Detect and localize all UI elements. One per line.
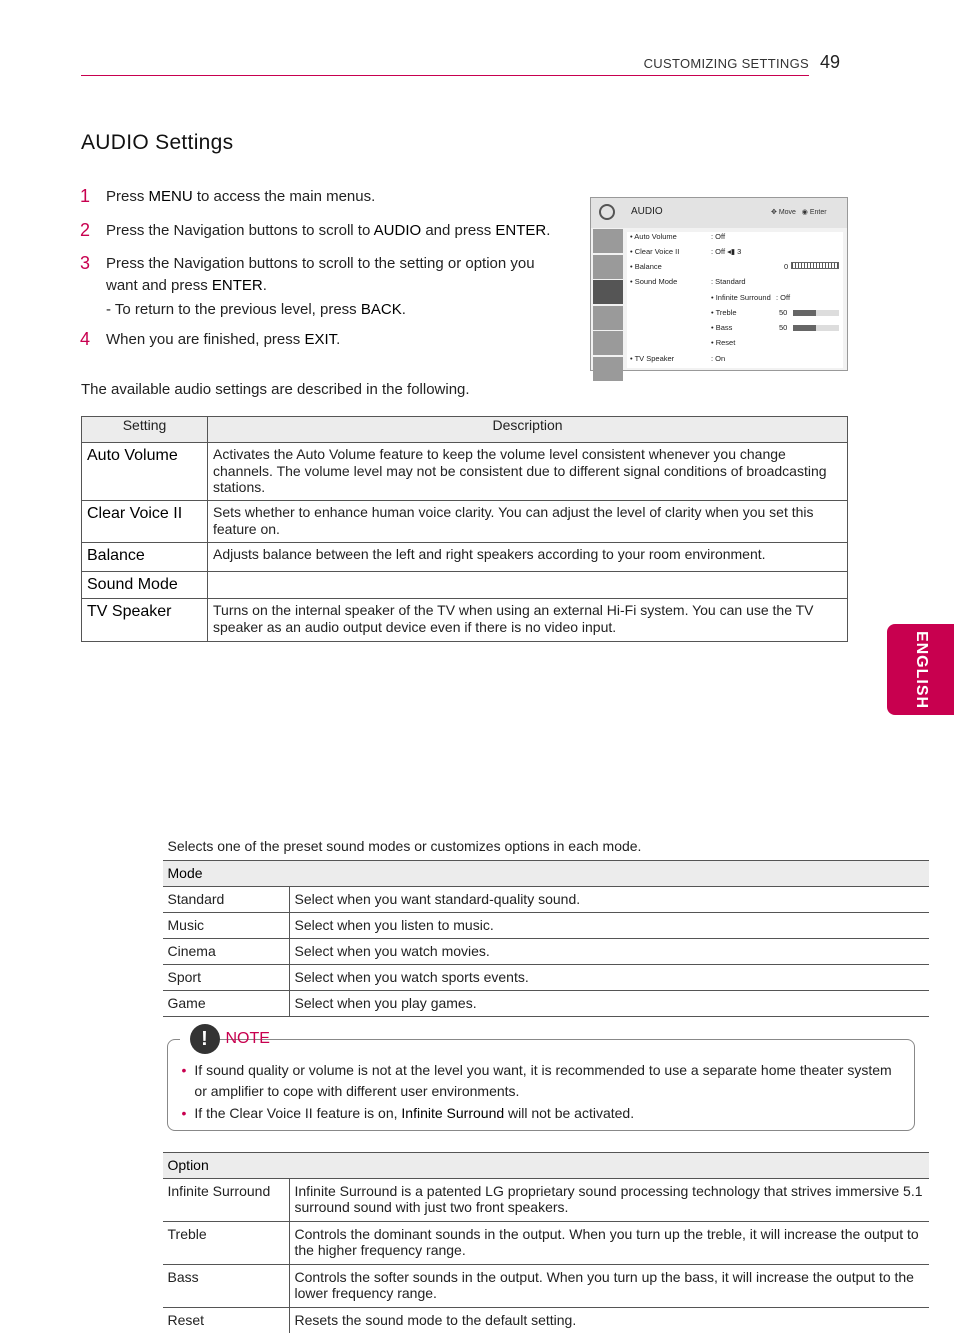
mode-subheader: Mode <box>163 860 929 886</box>
move-icon: ✥ <box>771 209 777 216</box>
table-row <box>82 572 848 599</box>
setting-description: Turns on the internal speaker of the TV when using an external Hi-Fi system. You can use the TV speaker as an audio output device even if there is no video input. <box>208 599 848 642</box>
note-item: • If the Clear Voice II feature is on, Infinite Surround will not be activated. <box>182 1103 904 1125</box>
setting-name: Auto Volume <box>82 443 208 501</box>
step-number: 2 <box>80 220 91 240</box>
table-row <box>82 443 848 501</box>
option-description: Infinite Surround is a patented LG proprietary sound processing technology that strives immersive 5.1 surround sound with just two front speakers. <box>289 1178 929 1221</box>
mode-name: Cinema <box>163 938 290 964</box>
setting-name: Sound Mode <box>82 572 208 599</box>
setting-description: Sets whether to enhance human voice clarity. You can adjust the level of clarity when you set this feature on. <box>208 501 848 543</box>
osd-body <box>627 232 843 368</box>
option-name: Bass <box>163 1264 290 1307</box>
note-heading <box>180 1024 270 1054</box>
setting-description: Adjusts balance between the left and right speakers according to your room environment. <box>208 543 848 572</box>
language-tab-label: ENGLISH <box>912 630 930 709</box>
mode-name: Standard <box>163 886 290 912</box>
step-text: Press the Navigation buttons to scroll to AUDIO and press ENTER. <box>106 222 551 239</box>
osd-title: AUDIO <box>631 206 663 217</box>
audio-icon <box>593 280 623 304</box>
note-box <box>167 1027 915 1131</box>
osd-item-value: : On <box>711 354 726 363</box>
balance-meter <box>791 262 839 269</box>
treble-bar <box>793 310 839 316</box>
setting-description: Selects one of the preset sound modes or customizes options in each mode. <box>163 833 929 861</box>
osd-item-label: • Reset <box>711 338 736 347</box>
language-tab <box>887 624 954 715</box>
audio-menu-screenshot <box>590 197 848 371</box>
bullet-icon: • <box>181 1104 187 1121</box>
header-rule <box>81 75 809 76</box>
mode-description: Select when you play games. <box>289 990 929 1016</box>
option-description: Controls the dominant sounds in the output. When you turn up the treble, it will increase the output to the higher frequency range. <box>289 1221 929 1264</box>
bass-bar-fill <box>793 325 816 331</box>
time-icon <box>593 306 623 330</box>
option-name: Infinite Surround <box>163 1178 290 1221</box>
osd-sidebar <box>593 229 623 382</box>
osd-item-label: • Infinite Surround <box>711 293 771 302</box>
table-row <box>82 543 848 572</box>
option-description: Controls the softer sounds in the output. When you turn up the bass, it will increase the output to the lower frequency range. <box>289 1264 929 1307</box>
bass-bar <box>793 325 839 331</box>
mode-description: Select when you watch sports events. <box>289 964 929 990</box>
column-header-setting: Setting <box>82 417 208 443</box>
page-title: AUDIO Settings <box>81 131 234 154</box>
setting-name: Balance <box>82 543 208 572</box>
mode-name: Game <box>163 990 290 1016</box>
setting-description: Activates the Auto Volume feature to keep the volume level consistent whenever you change channels. The volume level may not be consistent due to different signal conditions of broadcasting stations. <box>208 443 848 501</box>
enter-icon: ◉ <box>801 209 808 216</box>
setting-name: TV Speaker <box>82 599 208 642</box>
option-subheader: Option <box>163 1152 929 1178</box>
column-header-description: Description <box>208 417 848 443</box>
lock-icon <box>593 331 623 355</box>
option-name: Reset <box>163 1307 290 1333</box>
osd-item-label: • Clear Voice II <box>630 247 680 256</box>
osd-item-label: • Sound Mode <box>630 277 678 286</box>
table-row <box>82 501 848 543</box>
step-text: Press MENU to access the main menus. <box>106 188 376 205</box>
mode-name: Sport <box>163 964 290 990</box>
osd-item-value: 50 <box>779 323 788 332</box>
step-text: Press the Navigation buttons to scroll to the setting or option you want and press ENTER. - To return to the previous level, press BACK. <box>106 255 535 318</box>
picture-icon <box>593 255 623 279</box>
osd-item-label: • Balance <box>630 262 662 271</box>
option-description: Resets the sound mode to the default setting. <box>294 1312 577 1328</box>
step-number: 4 <box>80 329 91 349</box>
setup-icon <box>593 229 623 253</box>
step-text: When you are finished, press EXIT. <box>106 331 341 348</box>
osd-item-value: 50 <box>779 308 788 317</box>
option-name: Treble <box>163 1221 290 1264</box>
step-number: 3 <box>80 253 91 273</box>
osd-item-label: • Auto Volume <box>630 232 677 241</box>
note-cell <box>163 1016 929 1152</box>
sound-mode-inner-table <box>163 833 929 1333</box>
osd-item-value: : Off <box>776 293 791 302</box>
note-text <box>182 1060 904 1125</box>
note-item: • If sound quality or volume is not at the level you want, it is recommended to use a separate home theater system or amplifier to cope with different user environments. <box>182 1060 904 1103</box>
exclamation-icon: ! <box>190 1024 220 1054</box>
osd-item-value: : Standard <box>711 277 746 286</box>
page-number: 49 <box>820 52 841 72</box>
note-label: NOTE <box>225 1029 270 1047</box>
osd-item-label: • Treble <box>711 308 737 317</box>
mode-name: Music <box>163 912 290 938</box>
osd-item-label: • Bass <box>711 323 733 332</box>
intro-text: The available audio settings are described in the following. <box>81 381 470 398</box>
option-icon <box>593 357 623 381</box>
osd-item-value: : Off ◂▮ 3 <box>711 247 742 256</box>
mode-description: Select when you listen to music. <box>289 912 929 938</box>
mode-description: Select when you watch movies. <box>289 938 929 964</box>
table-row <box>82 599 848 642</box>
step-number: 1 <box>80 186 91 206</box>
header-section: CUSTOMIZING SETTINGS <box>643 56 809 71</box>
mode-description: Select when you want standard-quality sound. <box>289 886 929 912</box>
speaker-icon <box>599 204 615 220</box>
bullet-icon: • <box>181 1061 187 1078</box>
osd-item-label: • TV Speaker <box>630 354 675 363</box>
osd-item-value: 0 <box>784 262 789 271</box>
setting-name: Clear Voice II <box>82 501 208 543</box>
treble-bar-fill <box>793 310 816 316</box>
osd-item-value: : Off <box>711 232 726 241</box>
osd-header <box>591 198 847 228</box>
osd-nav-hint: ✥ Move ◉ Enter <box>771 209 827 216</box>
